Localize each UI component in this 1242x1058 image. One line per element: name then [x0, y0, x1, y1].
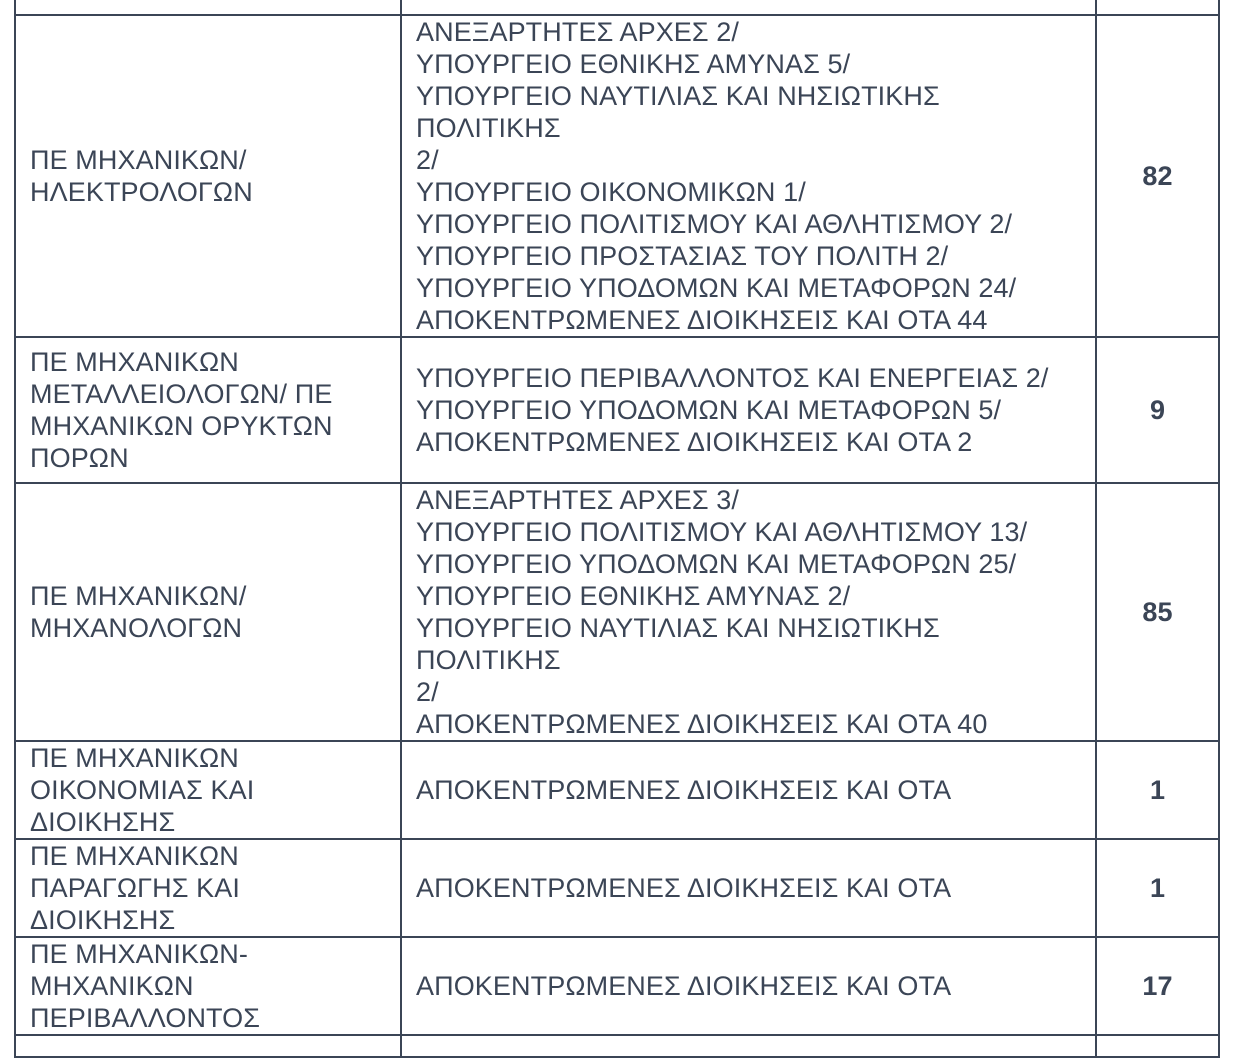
table-row [15, 839, 1219, 937]
table-row-partial-top [15, 0, 1219, 15]
specialty-cell: ΠΕ ΜΗΧΑΝΙΚΩΝ/ ΗΛΕΚΤΡΟΛΟΓΩΝ [15, 15, 401, 337]
count-cell: 82 [1096, 15, 1219, 337]
table-row [15, 741, 1219, 839]
table-row [15, 483, 1219, 741]
specialty-cell: ΠΕ ΜΗΧΑΝΙΚΩΝ ΜΕΤΑΛΛΕΙΟΛΟΓΩΝ/ ΠΕ ΜΗΧΑΝΙΚΩΝ ΟΡΥΚΤΩΝ ΠΟΡΩΝ [15, 337, 401, 483]
positions-table [14, 0, 1220, 1058]
table-cell-empty [401, 1035, 1096, 1057]
table-cell-empty [15, 1035, 401, 1057]
distribution-cell: ΑΝΕΞΑΡΤΗΤΕΣ ΑΡΧΕΣ 2/ ΥΠΟΥΡΓΕΙΟ ΕΘΝΙΚΗΣ ΑΜΥΝΑΣ 5/ ΥΠΟΥΡΓΕΙΟ ΝΑΥΤΙΛΙΑΣ ΚΑΙ ΝΗΣΙΩΤΙΚΗΣ ΠΟΛΙΤΙΚΗΣ 2/ ΥΠΟΥΡΓΕΙΟ ΟΙΚΟΝΟΜΙΚΩΝ 1/ ΥΠΟΥΡΓΕΙΟ ΠΟΛΙΤΙΣΜΟΥ ΚΑΙ ΑΘΛΗΤΙΣΜΟΥ 2/ ΥΠΟΥΡΓΕΙΟ ΠΡΟΣΤΑΣΙΑΣ ΤΟΥ ΠΟΛΙΤΗ 2/ ΥΠΟΥΡΓΕΙΟ ΥΠΟΔΟΜΩΝ ΚΑΙ ΜΕΤΑΦΟΡΩΝ 24/ ΑΠΟΚΕΝΤΡΩΜΕΝΕΣ ΔΙΟΙΚΗΣΕΙΣ ΚΑΙ ΟΤΑ 44 [401, 15, 1096, 337]
count-cell: 1 [1096, 839, 1219, 937]
distribution-cell: ΑΠΟΚΕΝΤΡΩΜΕΝΕΣ ΔΙΟΙΚΗΣΕΙΣ ΚΑΙ ΟΤΑ [401, 937, 1096, 1035]
table-cell-empty [1096, 0, 1219, 15]
table-cell-empty [1096, 1035, 1219, 1057]
table-row [15, 15, 1219, 337]
table-row [15, 937, 1219, 1035]
specialty-cell: ΠΕ ΜΗΧΑΝΙΚΩΝ ΟΙΚΟΝΟΜΙΑΣ ΚΑΙ ΔΙΟΙΚΗΣΗΣ [15, 741, 401, 839]
count-cell: 85 [1096, 483, 1219, 741]
count-cell: 9 [1096, 337, 1219, 483]
specialty-cell: ΠΕ ΜΗΧΑΝΙΚΩΝ- ΜΗΧΑΝΙΚΩΝ ΠΕΡΙΒΑΛΛΟΝΤΟΣ [15, 937, 401, 1035]
distribution-cell: ΑΝΕΞΑΡΤΗΤΕΣ ΑΡΧΕΣ 3/ ΥΠΟΥΡΓΕΙΟ ΠΟΛΙΤΙΣΜΟΥ ΚΑΙ ΑΘΛΗΤΙΣΜΟΥ 13/ ΥΠΟΥΡΓΕΙΟ ΥΠΟΔΟΜΩΝ ΚΑΙ ΜΕΤΑΦΟΡΩΝ 25/ ΥΠΟΥΡΓΕΙΟ ΕΘΝΙΚΗΣ ΑΜΥΝΑΣ 2/ ΥΠΟΥΡΓΕΙΟ ΝΑΥΤΙΛΙΑΣ ΚΑΙ ΝΗΣΙΩΤΙΚΗΣ ΠΟΛΙΤΙΚΗΣ 2/ ΑΠΟΚΕΝΤΡΩΜΕΝΕΣ ΔΙΟΙΚΗΣΕΙΣ ΚΑΙ ΟΤΑ 40 [401, 483, 1096, 741]
distribution-cell: ΑΠΟΚΕΝΤΡΩΜΕΝΕΣ ΔΙΟΙΚΗΣΕΙΣ ΚΑΙ ΟΤΑ [401, 741, 1096, 839]
distribution-cell: ΑΠΟΚΕΝΤΡΩΜΕΝΕΣ ΔΙΟΙΚΗΣΕΙΣ ΚΑΙ ΟΤΑ [401, 839, 1096, 937]
specialty-cell: ΠΕ ΜΗΧΑΝΙΚΩΝ/ ΜΗΧΑΝΟΛΟΓΩΝ [15, 483, 401, 741]
table-row [15, 337, 1219, 483]
table-row-partial-bottom [15, 1035, 1219, 1057]
count-cell: 17 [1096, 937, 1219, 1035]
table-cell-empty [401, 0, 1096, 15]
distribution-cell: ΥΠΟΥΡΓΕΙΟ ΠΕΡΙΒΑΛΛΟΝΤΟΣ ΚΑΙ ΕΝΕΡΓΕΙΑΣ 2/ ΥΠΟΥΡΓΕΙΟ ΥΠΟΔΟΜΩΝ ΚΑΙ ΜΕΤΑΦΟΡΩΝ 5/ ΑΠΟΚΕΝΤΡΩΜΕΝΕΣ ΔΙΟΙΚΗΣΕΙΣ ΚΑΙ ΟΤΑ 2 [401, 337, 1096, 483]
specialty-cell: ΠΕ ΜΗΧΑΝΙΚΩΝ ΠΑΡΑΓΩΓΗΣ ΚΑΙ ΔΙΟΙΚΗΣΗΣ [15, 839, 401, 937]
count-cell: 1 [1096, 741, 1219, 839]
table-cell-empty [15, 0, 401, 15]
